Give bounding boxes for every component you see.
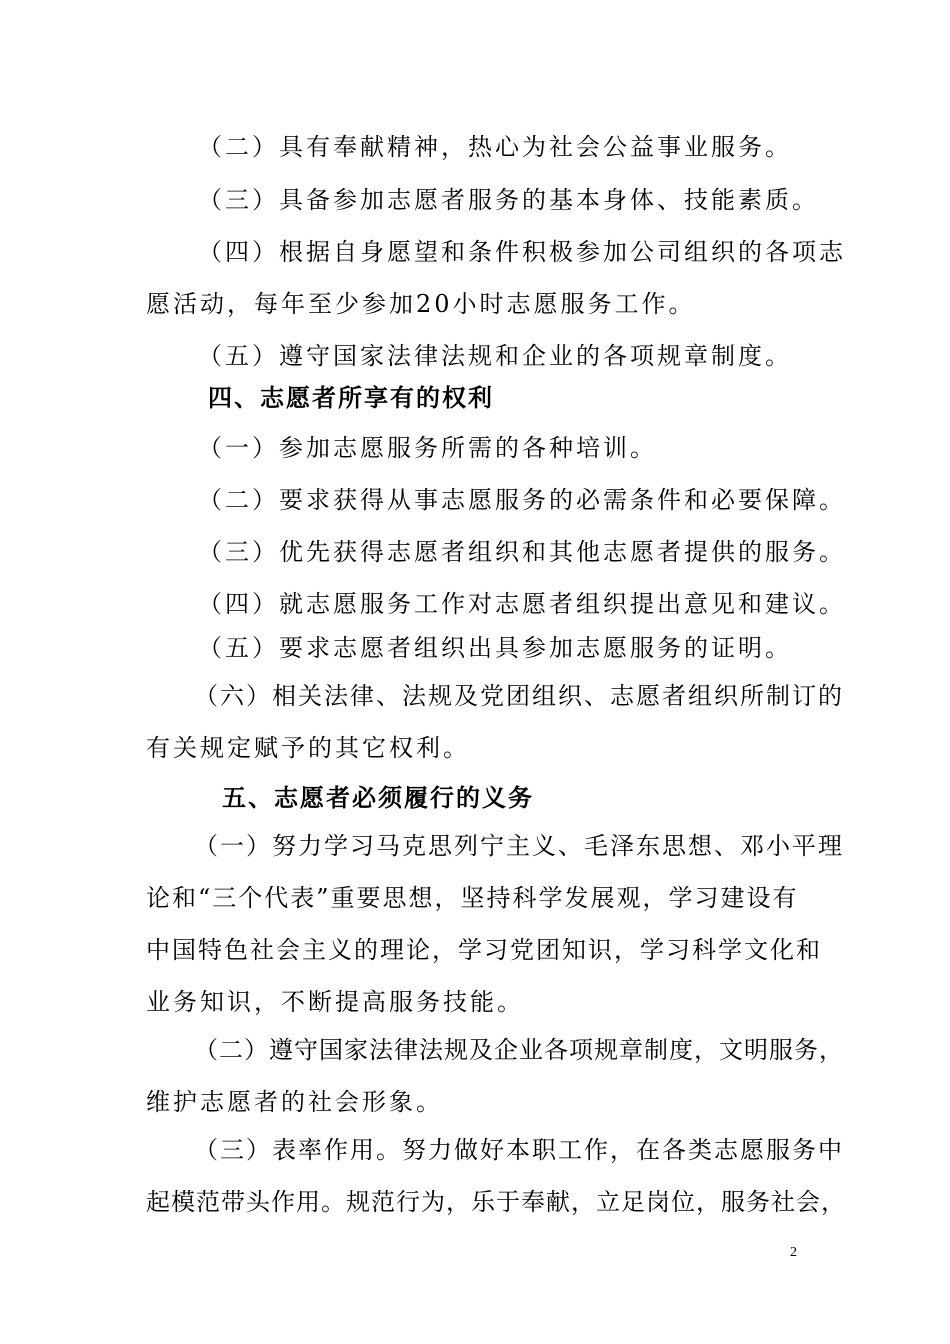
text-line: 起模范带头作用。规范行为，乐于奉献，立足岗位，服务社会，: [146, 1188, 846, 1216]
text-line: （四）就志愿服务工作对志愿者组织提出意见和建议。: [198, 590, 846, 618]
section-heading: 四、志愿者所享有的权利: [208, 383, 494, 412]
section-heading: 五、志愿者必须履行的义务: [222, 783, 534, 812]
text-line: （五）遵守国家法律法规和企业的各项规章制度。: [198, 342, 792, 370]
text-line: （三）表率作用。努力做好本职工作，在各类志愿服务中: [194, 1136, 844, 1164]
text-line: （五）要求志愿者组织出具参加志愿服务的证明。: [198, 634, 792, 662]
text-line: 论和“三个代表”重要思想，坚持科学发展观，学习建设有: [146, 884, 799, 912]
text-line: （三）优先获得志愿者组织和其他志愿者提供的服务。: [198, 538, 846, 566]
text-line: 愿活动，每年至少参加20小时志愿服务工作。: [146, 290, 696, 318]
text-line: （三）具备参加志愿者服务的基本身体、技能素质。: [198, 186, 819, 214]
page-number: 2: [790, 1245, 797, 1260]
text-line: （四）根据自身愿望和条件积极参加公司组织的各项志: [198, 238, 846, 266]
text-line: （六）相关法律、法规及党团组织、志愿者组织所制订的: [194, 682, 844, 710]
text-line: （一）努力学习马克思列宁主义、毛泽东思想、邓小平理: [194, 832, 844, 860]
text-line: （二）要求获得从事志愿服务的必需条件和必要保障。: [198, 486, 846, 514]
text-line: 维护志愿者的社会形象。: [146, 1088, 443, 1116]
text-line: （二）遵守国家法律法规及企业各项规章制度，文明服务，: [194, 1036, 844, 1064]
text-line: 有关规定赋予的其它权利。: [146, 734, 470, 762]
text-line: 业务知识，不断提高服务技能。: [146, 988, 524, 1016]
text-line: （一）参加志愿服务所需的各种培训。: [198, 434, 657, 462]
text-line: （二）具有奉献精神，热心为社会公益事业服务。: [198, 133, 792, 161]
text-line: 中国特色社会主义的理论，学习党团知识，学习科学文化和: [146, 936, 822, 964]
